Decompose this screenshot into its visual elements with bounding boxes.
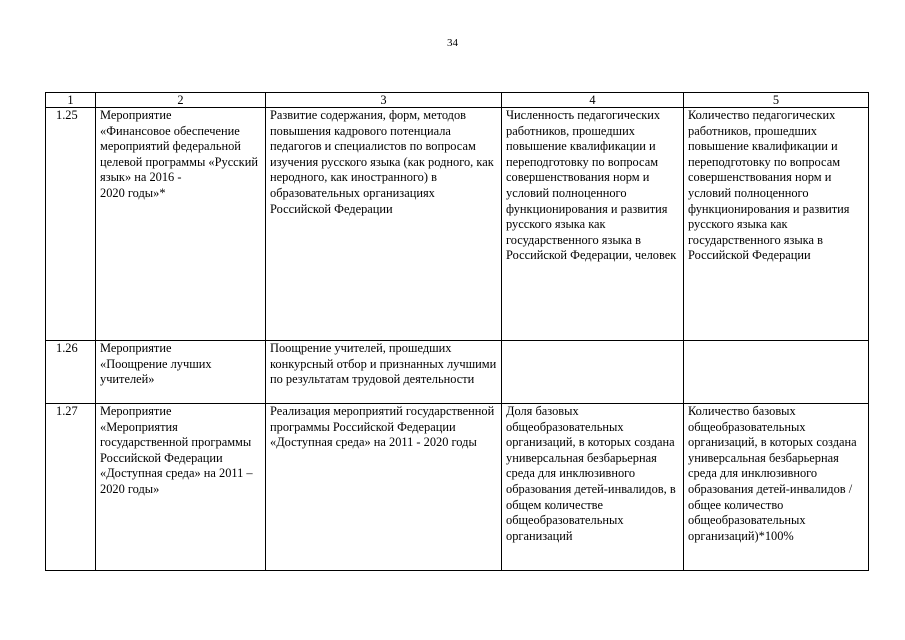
table-header-row — [46, 93, 869, 108]
event-cell: Мероприятие «Мероприятия государственной программы Российской Федерации «Доступная среда» на 2011 – 2020 годы» — [96, 404, 266, 571]
column-header: 1 — [46, 93, 96, 108]
table-row — [46, 404, 869, 571]
column-header: 4 — [502, 93, 684, 108]
column-header: 5 — [684, 93, 869, 108]
description-cell: Развитие содержания, форм, методов повышения кадрового потенциала педагогов и специалистов по вопросам изучения русского языка (как родного, как неродного, как иностранного) в образовательных организациях Российской Федерации — [266, 108, 502, 341]
page-number: 34 — [447, 37, 458, 49]
table-row — [46, 108, 869, 341]
column-header: 3 — [266, 93, 502, 108]
row-number-cell: 1.26 — [46, 341, 96, 404]
event-cell: Мероприятие «Поощрение лучших учителей» — [96, 341, 266, 404]
row-number-cell: 1.27 — [46, 404, 96, 571]
indicator-cell: Доля базовых общеобразовательных организаций, в которых создана универсальная безбарьерная среда для инклюзивного образования детей-инвалидов, в общем количестве общеобразовательных организаций — [502, 404, 684, 571]
calculation-cell: Количество базовых общеобразовательных организаций, в которых создана универсальная безбарьерная среда для инклюзивного образования детей-инвалидов / общее количество общеобразовательных организаций)*100% — [684, 404, 869, 571]
document-table — [45, 92, 869, 571]
calculation-cell — [684, 341, 869, 404]
calculation-cell: Количество педагогических работников, прошедших повышение квалификации и переподготовку по вопросам совершенствования норм и условий полноценного функционирования и развития русского языка как государственного языка в Российской Федерации — [684, 108, 869, 341]
indicator-cell: Численность педагогических работников, прошедших повышение квалификации и переподготовку по вопросам совершенствования норм и условий полноценного функционирования и развития русского языка как государственного языка в Российской Федерации, человек — [502, 108, 684, 341]
indicator-cell — [502, 341, 684, 404]
description-cell: Реализация мероприятий государственной программы Российской Федерации «Доступная среда» на 2011 - 2020 годы — [266, 404, 502, 571]
column-header: 2 — [96, 93, 266, 108]
description-cell: Поощрение учителей, прошедших конкурсный отбор и признанных лучшими по результатам трудовой деятельности — [266, 341, 502, 404]
row-number-cell: 1.25 — [46, 108, 96, 341]
table-row — [46, 341, 869, 404]
event-cell: Мероприятие «Финансовое обеспечение мероприятий федеральной целевой программы «Русский язык» на 2016 - 2020 годы»* — [96, 108, 266, 341]
